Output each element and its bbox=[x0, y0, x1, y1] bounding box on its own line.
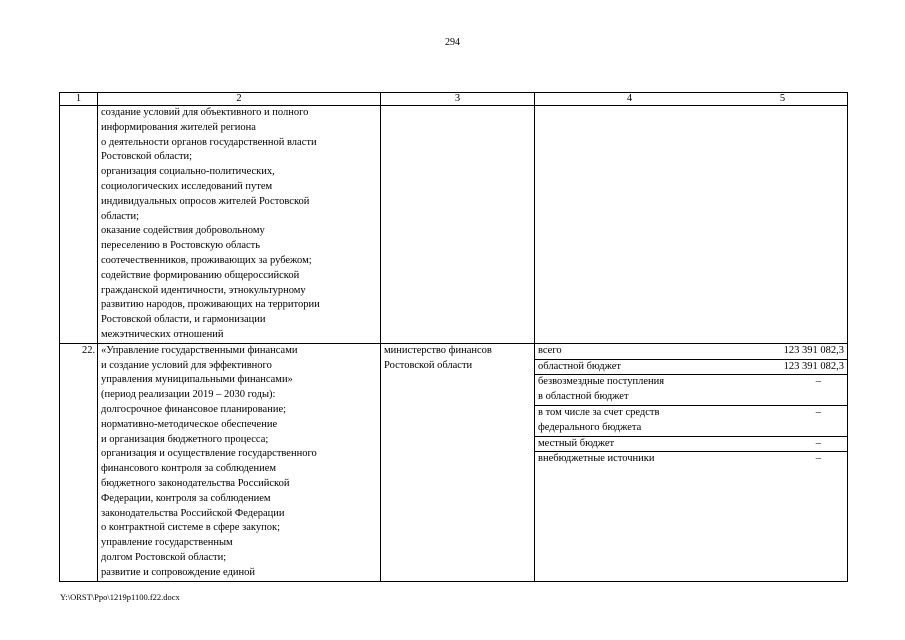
funding-label-line: федерального бюджета bbox=[538, 421, 642, 433]
funding-label-line: в областной бюджет bbox=[538, 391, 629, 403]
funding-label-line: в том числе за счет средств bbox=[538, 406, 660, 418]
description-line: организация и осуществление государственного bbox=[101, 448, 317, 460]
table-row-22 bbox=[60, 343, 848, 581]
description-line: бюджетного законодательства Российской bbox=[101, 477, 290, 489]
description-line: социологических исследований путем bbox=[101, 180, 273, 192]
row1-funding-cell bbox=[535, 106, 848, 344]
funding-label bbox=[538, 437, 721, 452]
description-line: долгосрочное финансовое планирование; bbox=[101, 403, 287, 415]
description-line: о деятельности органов государственной власти bbox=[101, 136, 317, 148]
row2-funding-cell bbox=[535, 343, 848, 581]
description-line: и создание условий для эффективного bbox=[101, 359, 272, 371]
row1-description-cell bbox=[98, 106, 381, 344]
executor-line: министерство финансов bbox=[384, 344, 492, 356]
row2-description-cell bbox=[98, 343, 381, 581]
funding-value: 123 391 082,3 bbox=[783, 360, 844, 372]
description-line: законодательства Российской Федерации bbox=[101, 507, 285, 519]
description-line: управления муниципальными финансами» bbox=[101, 374, 293, 386]
description-line: создание условий для объективного и полного bbox=[101, 107, 309, 118]
row1-description bbox=[101, 106, 377, 343]
description-line: Ростовской области; bbox=[101, 151, 193, 163]
description-line: нормативно-методическое обеспечение bbox=[101, 418, 278, 430]
funding-value: – bbox=[815, 437, 821, 449]
description-line: управление государственным bbox=[101, 537, 233, 549]
row1-number-cell bbox=[60, 106, 98, 344]
funding-label-line: местный бюджет bbox=[538, 437, 615, 449]
funding-value: – bbox=[815, 453, 821, 465]
description-line: (период реализации 2019 – 2030 годы): bbox=[101, 389, 276, 401]
funding-row bbox=[535, 437, 847, 453]
funding-label bbox=[538, 360, 721, 375]
funding-label-line: безвозмездные поступления bbox=[538, 376, 665, 388]
funding-row bbox=[535, 360, 847, 376]
description-line: межэтнических отношений bbox=[101, 328, 224, 340]
page-number: 294 bbox=[445, 37, 460, 48]
description-line: индивидуальных опросов жителей Ростовской bbox=[101, 195, 310, 207]
program-table bbox=[59, 92, 848, 582]
description-line: области; bbox=[101, 210, 140, 222]
header-col-1: 1 bbox=[60, 93, 98, 106]
funding-label bbox=[538, 375, 721, 405]
funding-row bbox=[535, 375, 847, 406]
funding-row bbox=[535, 344, 847, 360]
funding-label-line: всего bbox=[538, 344, 562, 356]
description-line: Ростовской области, и гармонизации bbox=[101, 314, 266, 326]
description-line: содействие формированию общероссийской bbox=[101, 269, 300, 281]
row-number: 22. bbox=[60, 343, 98, 581]
executor-line: Ростовской области bbox=[384, 359, 473, 371]
header-col-4-5 bbox=[535, 93, 848, 106]
description-line: информирования жителей региона bbox=[101, 121, 256, 133]
description-line: финансового контроля за соблюдением bbox=[101, 463, 277, 475]
table-row-continuation bbox=[60, 106, 848, 344]
funding-label bbox=[538, 344, 721, 359]
funding-label bbox=[538, 406, 721, 436]
row1-executor-cell bbox=[381, 106, 535, 344]
funding-label bbox=[538, 452, 721, 467]
description-line: о контрактной системе в сфере закупок; bbox=[101, 522, 280, 534]
funding-value: – bbox=[815, 406, 821, 418]
description-line: развитие и сопровождение единой bbox=[101, 566, 256, 578]
funding-label-line: внебюджетные источники bbox=[538, 453, 655, 465]
table-header-row bbox=[60, 93, 848, 106]
description-line: соотечественников, проживающих за рубежом; bbox=[101, 254, 312, 266]
header-col-2: 2 bbox=[98, 93, 381, 106]
header-col-4: 4 bbox=[626, 93, 633, 104]
description-line: Федерации, контроля за соблюдением bbox=[101, 492, 271, 504]
funding-row bbox=[535, 406, 847, 437]
header-col-5: 5 bbox=[779, 93, 786, 104]
footer-file-path: Y:\ORST\Ppo\1219p1100.f22.docx bbox=[60, 592, 180, 602]
description-line: долгом Ростовской области; bbox=[101, 551, 227, 563]
funding-value: 123 391 082,3 bbox=[783, 344, 844, 356]
description-line: гражданской идентичности, этнокультурному bbox=[101, 284, 306, 296]
row2-executor bbox=[384, 344, 531, 374]
description-line: организация социально-политических, bbox=[101, 166, 275, 178]
funding-sources bbox=[538, 344, 844, 467]
row2-description bbox=[101, 344, 377, 581]
row2-executor-cell bbox=[381, 343, 535, 581]
funding-row bbox=[535, 452, 847, 467]
description-line: оказание содействия добровольному bbox=[101, 225, 265, 237]
description-line: «Управление государственными финансами bbox=[101, 344, 298, 356]
description-line: переселению в Ростовскую область bbox=[101, 240, 261, 252]
description-line: развитию народов, проживающих на территории bbox=[101, 299, 320, 311]
funding-value: – bbox=[815, 376, 821, 388]
funding-label-line: областной бюджет bbox=[538, 360, 621, 372]
header-col-3: 3 bbox=[381, 93, 535, 106]
description-line: и организация бюджетного процесса; bbox=[101, 433, 269, 445]
